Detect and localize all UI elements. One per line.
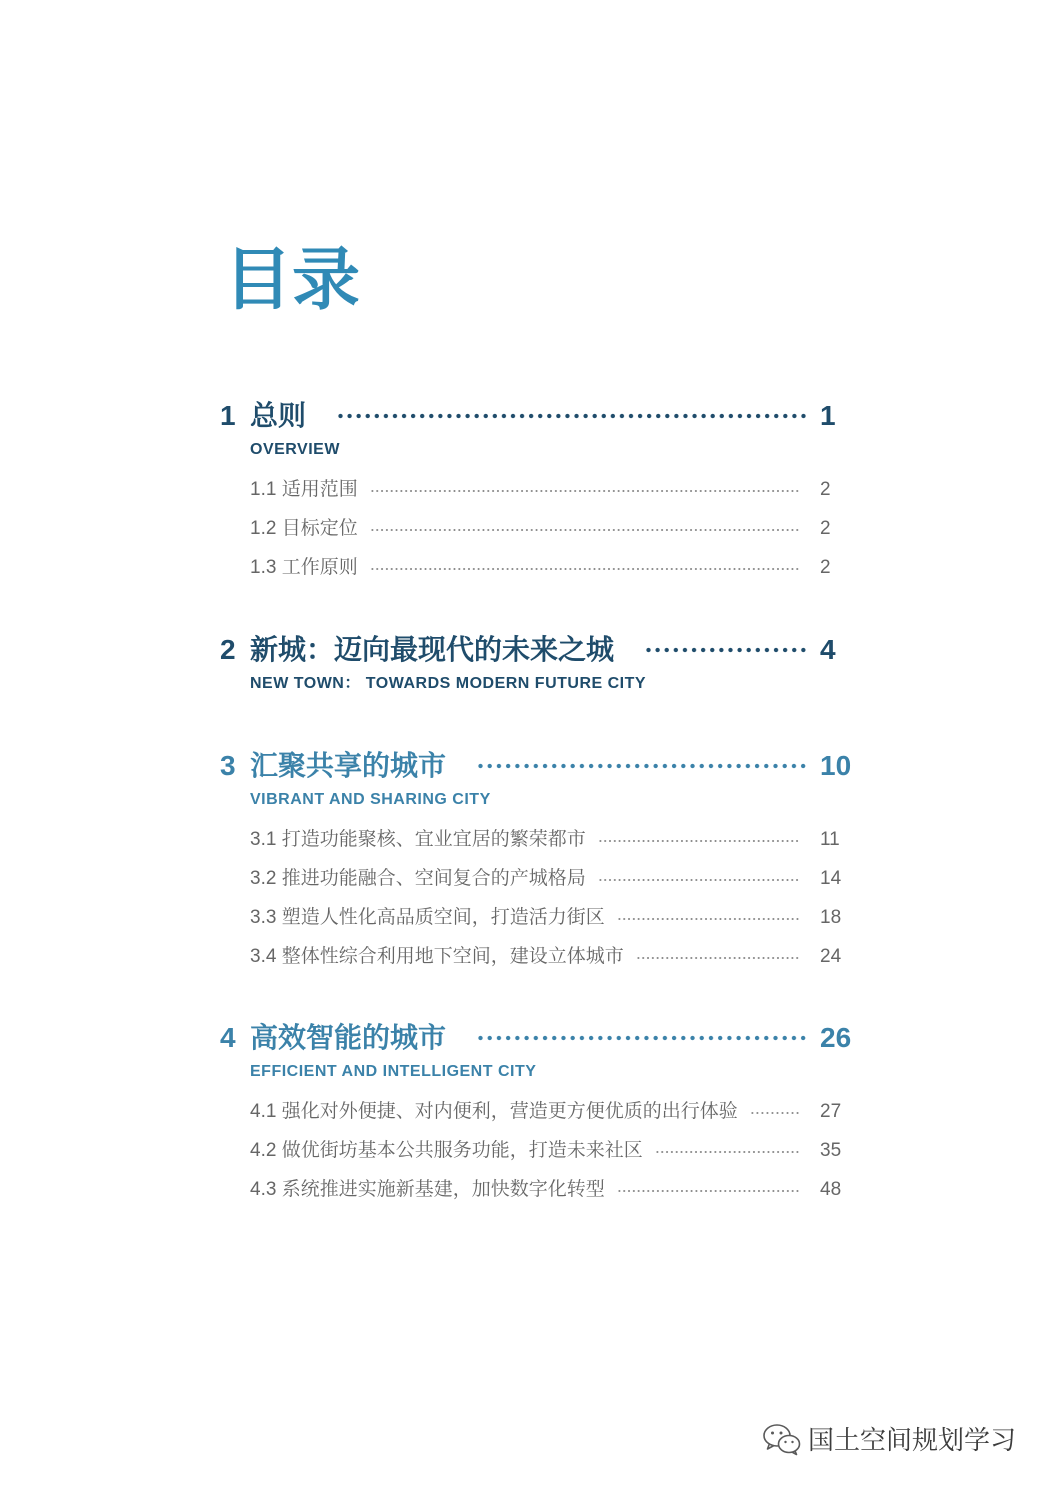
chapter-title: 新城：迈向最现代的未来之城 [250, 634, 615, 665]
chapter-title: 汇聚共享的城市 [250, 750, 447, 781]
dot-leader [476, 762, 808, 770]
subsection-title: 4.3 系统推进实施新基建，加快数字化转型 [250, 1179, 605, 1200]
dot-leader [750, 1111, 800, 1115]
subsection-title: 3.1 打造功能聚核、宜业宜居的繁荣都市 [250, 829, 586, 850]
toc-subsection-entry[interactable] [250, 859, 860, 898]
wechat-icon [762, 1423, 802, 1457]
toc-subsection-entry[interactable] [250, 548, 860, 587]
chapter-english-title: OVERVIEW [250, 441, 340, 458]
chapter-number: 1 [220, 400, 236, 431]
watermark [762, 1420, 1016, 1460]
subsection-page-number: 35 [820, 1140, 842, 1161]
toc-subsection-entry[interactable] [250, 820, 860, 859]
page-title: 目录 [224, 242, 361, 318]
subsection-title: 3.3 塑造人性化高品质空间，打造活力街区 [250, 907, 605, 928]
toc-chapter-entry[interactable] [220, 630, 860, 670]
chapter-title: 高效智能的城市 [250, 1022, 447, 1053]
subsection-list [250, 1092, 860, 1209]
chapter-page-number: 26 [820, 1022, 852, 1053]
subsection-list [250, 470, 860, 587]
dot-leader [370, 489, 800, 493]
toc-chapter-3 [220, 746, 860, 976]
toc-subsection-entry[interactable] [250, 937, 860, 976]
subsection-page-number: 27 [820, 1101, 842, 1122]
watermark-text: 国土空间规划学习 [808, 1425, 1017, 1455]
subsection-title: 1.2 目标定位 [250, 518, 358, 539]
dot-leader [476, 1034, 808, 1042]
dot-leader [598, 839, 800, 843]
chapter-number: 3 [220, 750, 236, 781]
subsection-title: 3.2 推进功能融合、空间复合的产城格局 [250, 868, 586, 889]
subsection-page-number: 2 [820, 557, 831, 578]
subsection-list [250, 820, 860, 976]
dot-leader [370, 528, 800, 532]
toc-chapter-1 [220, 396, 860, 587]
chapter-english-title: VIBRANT AND SHARING CITY [250, 791, 491, 808]
chapter-number: 4 [220, 1022, 236, 1053]
toc-subsection-entry[interactable] [250, 509, 860, 548]
chapter-number: 2 [220, 634, 236, 665]
subsection-page-number: 11 [820, 829, 840, 850]
toc-subsection-entry[interactable] [250, 1092, 860, 1131]
toc-subsection-entry[interactable] [250, 898, 860, 937]
chapter-english-title: EFFICIENT AND INTELLIGENT CITY [250, 1063, 537, 1080]
toc-subsection-entry[interactable] [250, 470, 860, 509]
dot-leader [336, 412, 808, 420]
toc-chapter-4 [220, 1018, 860, 1209]
toc-chapter-2 [220, 630, 860, 698]
chapter-english-title: NEW TOWN： TOWARDS MODERN FUTURE CITY [250, 675, 647, 692]
subsection-page-number: 2 [820, 479, 831, 500]
dot-leader [636, 956, 800, 960]
toc-subsection-entry[interactable] [250, 1170, 860, 1209]
toc-chapter-entry[interactable] [220, 1018, 860, 1058]
chapter-page-number: 4 [820, 634, 836, 665]
subsection-title: 1.3 工作原则 [250, 557, 358, 578]
toc-chapter-entry[interactable] [220, 746, 860, 786]
subsection-page-number: 24 [820, 946, 842, 967]
dot-leader [617, 917, 800, 921]
chapter-title: 总则 [250, 400, 307, 431]
subsection-title: 4.2 做优街坊基本公共服务功能，打造未来社区 [250, 1140, 643, 1161]
chapter-page-number: 1 [820, 400, 836, 431]
subsection-page-number: 18 [820, 907, 842, 928]
dot-leader [644, 646, 808, 654]
dot-leader [617, 1189, 800, 1193]
subsection-title: 3.4 整体性综合利用地下空间，建设立体城市 [250, 946, 624, 967]
toc-subsection-entry[interactable] [250, 1131, 860, 1170]
chapter-page-number: 10 [820, 750, 852, 781]
subsection-title: 1.1 适用范围 [250, 479, 358, 500]
subsection-page-number: 48 [820, 1179, 842, 1200]
subsection-title: 4.1 强化对外便捷、对内便利，营造更方便优质的出行体验 [250, 1101, 738, 1122]
subsection-page-number: 2 [820, 518, 831, 539]
dot-leader [598, 878, 800, 882]
subsection-page-number: 14 [820, 868, 842, 889]
toc-chapter-entry[interactable] [220, 396, 860, 436]
dot-leader [655, 1150, 800, 1154]
dot-leader [370, 567, 800, 571]
